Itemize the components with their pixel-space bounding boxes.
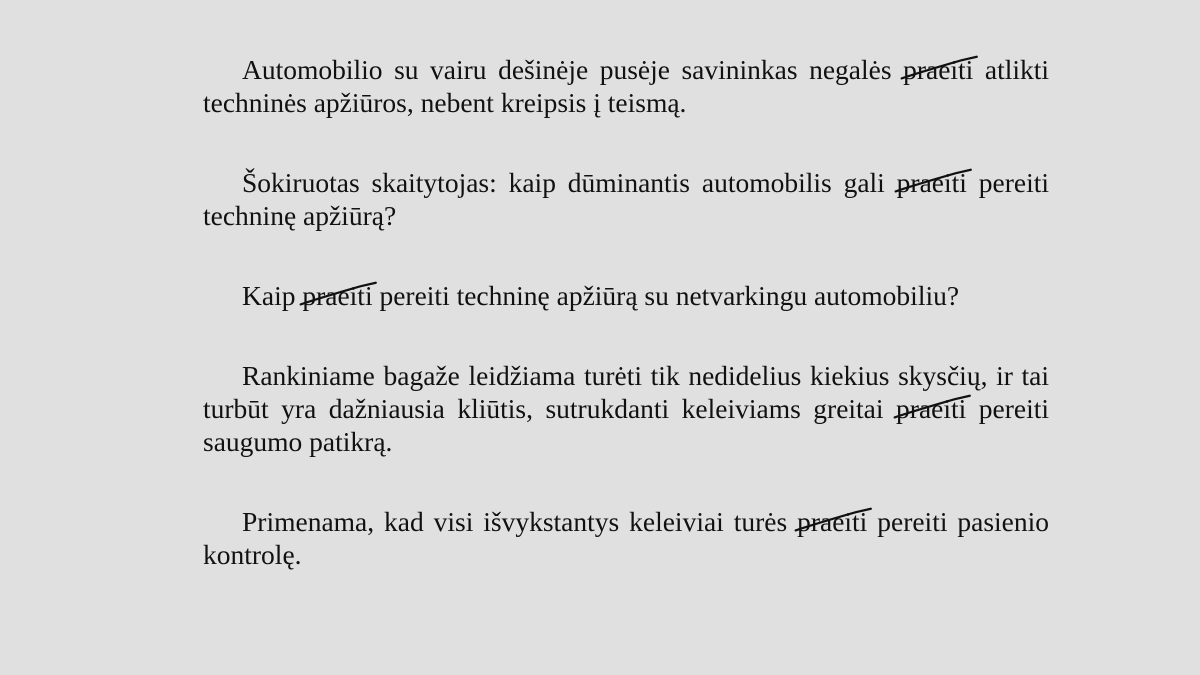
- paragraph-2-struck-word-text: praeiti: [896, 167, 967, 198]
- paragraph-5-struck-word: [797, 505, 867, 538]
- paragraph-4: [203, 359, 1049, 458]
- paragraph-2-text-before: Šokiruotas skaitytojas: kaip dūminantis automobilis gali: [242, 167, 885, 198]
- paragraph-5: [203, 505, 1049, 571]
- paragraph-2: [203, 166, 1049, 232]
- paragraph-2-struck-word: [897, 166, 967, 199]
- paragraph-5-text-after: pereiti pasienio kontrolę.: [203, 506, 1050, 570]
- paragraph-4-struck-word-text: praeiti: [896, 393, 967, 424]
- paragraph-1-text-before: Automobilio su vairu dešinėje pusėje savininkas negalės: [242, 54, 892, 85]
- paragraph-5-struck-word-text: praeiti: [797, 506, 868, 537]
- paragraph-1: [203, 53, 1049, 119]
- paragraph-3-text-after: pereiti techninę apžiūrą su netvarkingu automobiliu?: [379, 280, 960, 311]
- paragraph-4-text-before: Rankiniame bagaže leidžiama turėti tik nedidelius kiekius skysčių, ir tai turbūt yra dažniausia kliūtis, sutrukdanti keleiviams greitai: [203, 360, 1049, 424]
- paragraph-3-struck-word: [302, 279, 372, 312]
- paragraph-1-struck-word: [903, 53, 973, 86]
- paragraph-3-text-before: Kaip: [242, 280, 296, 311]
- document-page: [203, 53, 1049, 618]
- paragraph-3: [203, 279, 1049, 312]
- paragraph-2-text-after: pereiti techninę apžiūrą?: [203, 167, 1050, 231]
- paragraph-3-struck-word-text: praeiti: [302, 280, 373, 311]
- paragraph-5-text-before: Primenama, kad visi išvykstantys keleiviai turės: [242, 506, 788, 537]
- paragraph-1-struck-word-text: praeiti: [903, 54, 974, 85]
- paragraph-4-struck-word: [896, 392, 966, 425]
- paragraph-4-text-after: pereiti saugumo patikrą.: [203, 393, 1050, 457]
- paragraph-1-text-after: atlikti techninės apžiūros, nebent kreipsis į teismą.: [203, 54, 1050, 118]
